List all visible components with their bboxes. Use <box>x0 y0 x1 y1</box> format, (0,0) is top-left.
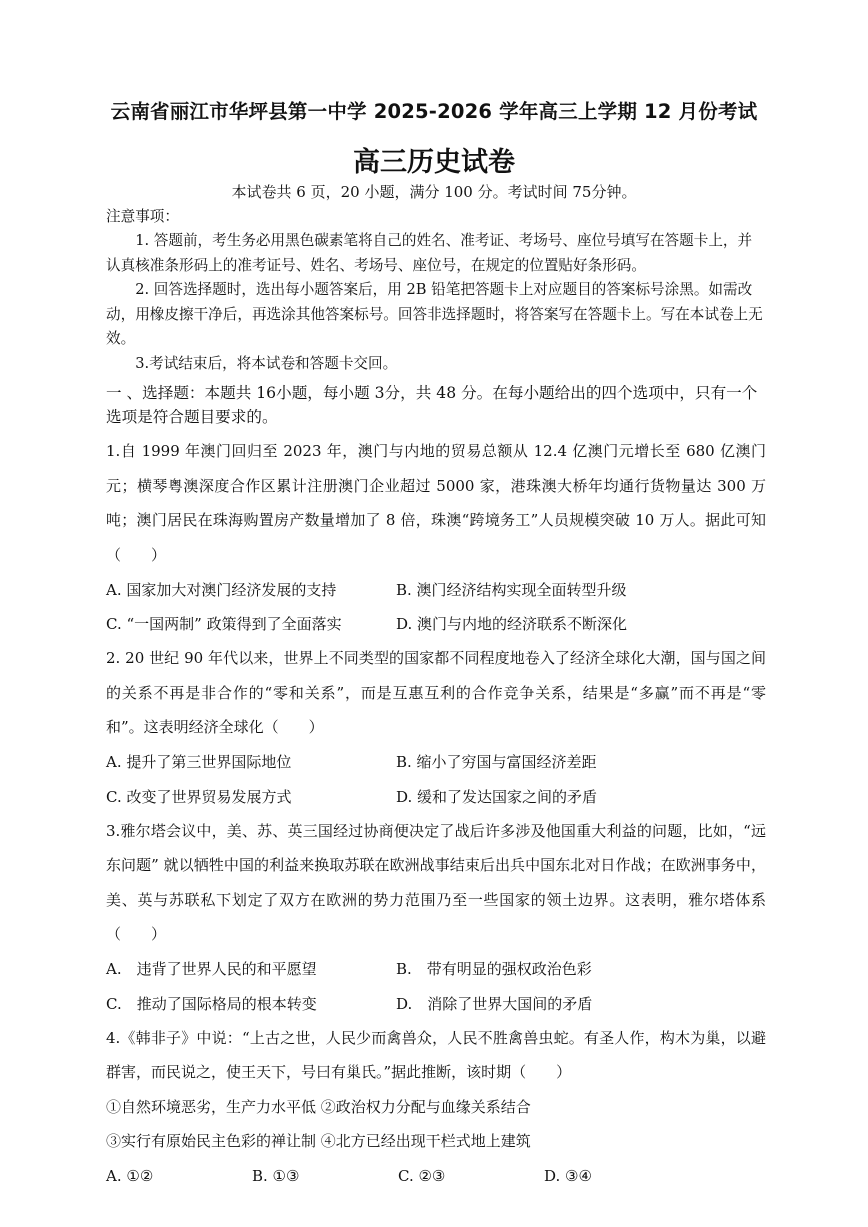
question-4 <box>106 1021 766 1194</box>
option-c: C. 推动了国际格局的根本转变 <box>106 994 317 1013</box>
statement-row: ③实行有原始民主色彩的禅让制 ④北方已经出现干栏式地上建筑 <box>106 1132 531 1150</box>
option-d: D. 澳门与内地的经济联系不断深化 <box>396 615 628 634</box>
option-a: A. 提升了第三世界国际地位 <box>106 753 292 772</box>
question-stem: 4.《韩非子》中说：“上古之世，人民少而禽兽众，人民不胜禽兽虫蛇。有圣人作，构木为巢，以避群害，而民说之，使王天下，号曰有巢氏。”据此推断，该时期（ ） <box>106 1028 766 1081</box>
question-stem: 3.雅尔塔会议中，美、苏、英三国经过协商便决定了战后许多涉及他国重大利益的问题，比如，“远东问题” 就以牺牲中国的利益来换取苏联在欧洲战事结束后出兵中国东北对日作战；在欧洲事务中，美、英与苏联私下划定了双方在欧洲的势力范围乃至一些国家的领土边界。这表明，雅尔塔体系（ ） <box>106 821 766 943</box>
option-d: D. 消除了世界大国间的矛盾 <box>396 994 593 1013</box>
notice-list <box>106 229 766 376</box>
question-stem: 1.自 1999 年澳门回归至 2023 年，澳门与内地的贸易总额从 12.4 亿澳门元增长至 680 亿澳门元；横琴粤澳深度合作区累计注册澳门企业超过 5000 家，港珠澳大桥年均通行货物量达 300 万吨；澳门居民在珠海购置房产数量增加了 8 倍，珠澳“跨境务工”人员规模突破 10 万人。据此可知（ ） <box>106 442 766 564</box>
option-a: A. 违背了世界人民的和平愿望 <box>106 960 317 979</box>
option-row <box>106 745 766 780</box>
question-2 <box>106 641 766 814</box>
question-stem: 2. 20 世纪 90 年代以来，世界上不同类型的国家都不同程度地卷入了经济全球化大潮，国与国之间的关系不再是非合作的“零和关系”，而是互惠互利的合作竞争关系，结果是“多赢”而不再是“零和”。这表明经济全球化（ ） <box>106 649 766 736</box>
option-row <box>106 1159 766 1194</box>
statement-row: ①自然环境恶劣，生产力水平低 ②政治权力分配与血缘关系结合 <box>106 1097 531 1116</box>
option-d: D. ③④ <box>544 1166 592 1185</box>
option-a: A. 国家加大对澳门经济发展的支持 <box>106 580 337 599</box>
option-b: B. ①③ <box>252 1166 300 1185</box>
notice-item: 3.考试结束后，将本试卷和答题卡交回。 <box>135 354 398 372</box>
exam-meta: 本试卷共 6 页，20 小题，满分 100 分。考试时间 75分钟。 <box>231 183 637 201</box>
option-b: B. 带有明显的强权政治色彩 <box>396 960 592 979</box>
question-1 <box>106 434 766 641</box>
option-row <box>106 779 766 814</box>
question-list <box>106 434 766 1193</box>
option-a: A. ①② <box>106 1166 154 1185</box>
exam-title: 高三历史试卷 <box>353 147 515 178</box>
option-b: B. 缩小了穷国与富国经济差距 <box>396 753 597 772</box>
school-title: 云南省丽江市华坪县第一中学 2025-2026 学年高三上学期 12 月份考试 <box>110 100 758 123</box>
option-c: C. ②③ <box>398 1166 446 1185</box>
section-heading: 一 、选择题：本题共 16小题，每小题 3分，共 48 分。在每小题给出的四个选项中，只有一个选项是符合题目要求的。 <box>106 384 758 426</box>
notice-heading: 注意事项： <box>106 208 179 225</box>
option-d: D. 缓和了发达国家之间的矛盾 <box>396 787 598 806</box>
option-row <box>106 572 766 607</box>
option-row <box>106 607 766 642</box>
notice-item: 2. 回答选择题时，选出每小题答案后，用 2B 铅笔把答题卡上对应题目的答案标号涂黑。如需改动，用橡皮擦干净后，再选涂其他答案标号。回答非选择题时，将答案写在答题卡上。写在本试卷上无效。 <box>106 281 763 347</box>
option-row <box>106 986 766 1021</box>
option-c: C. 改变了世界贸易发展方式 <box>106 787 292 806</box>
option-c: C. “一国两制” 政策得到了全面落实 <box>106 615 342 634</box>
notice-item: 1. 答题前，考生务必用黑色碳素笔将自己的姓名、准考证、考场号、座位号填写在答题卡上，并认真核准条形码上的准考证号、姓名、考场号、座位号，在规定的位置贴好条形码。 <box>106 232 753 274</box>
option-b: B. 澳门经济结构实现全面转型升级 <box>396 580 627 599</box>
question-3 <box>106 814 766 1021</box>
option-row <box>106 952 766 987</box>
